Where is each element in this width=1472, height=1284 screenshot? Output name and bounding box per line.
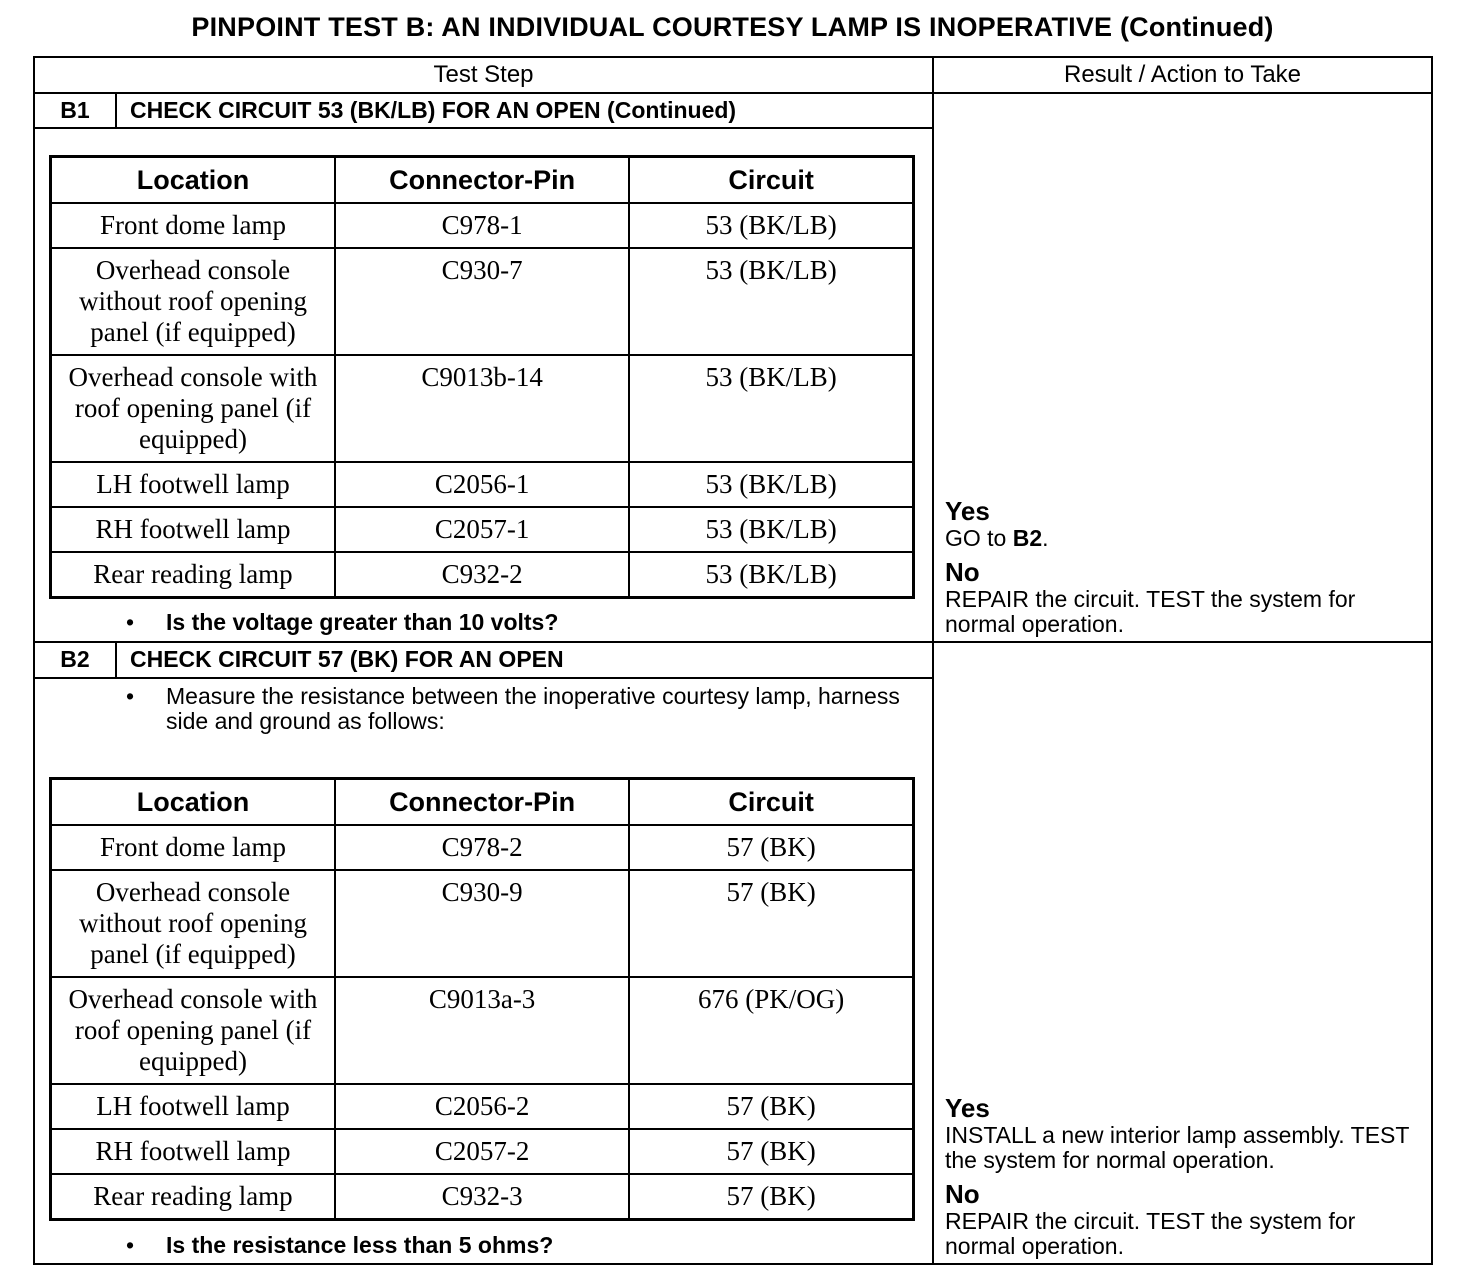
bullet-icon: • xyxy=(126,609,135,635)
circuit-cell: 57 (BK) xyxy=(629,1084,913,1129)
location-cell: LH footwell lamp xyxy=(51,1084,335,1129)
circuit-cell: 57 (BK) xyxy=(629,825,913,870)
circuit-cell: 53 (BK/LB) xyxy=(629,507,913,552)
table-row xyxy=(51,825,914,870)
no-action: REPAIR the circuit. TEST the system for normal operation. xyxy=(945,1208,1356,1259)
column-header-location: Location xyxy=(51,779,335,826)
location-cell: Overhead console with roof opening panel (if equipped) xyxy=(51,977,335,1084)
yes-label: Yes xyxy=(945,1093,990,1123)
yes-action xyxy=(945,526,1425,551)
connector-pin-cell: C932-2 xyxy=(335,552,629,598)
circuit-cell: 57 (BK) xyxy=(629,1174,913,1220)
column-header-connector-pin: Connector-Pin xyxy=(335,157,629,204)
column-header-circuit: Circuit xyxy=(629,157,913,204)
go-to-step-link: B2 xyxy=(1012,525,1043,551)
step-title-b1: CHECK CIRCUIT 53 (BK/LB) FOR AN OPEN (Continued) xyxy=(130,97,737,123)
circuit-cell: 53 (BK/LB) xyxy=(629,355,913,462)
table-row xyxy=(51,462,914,507)
bullet-icon: • xyxy=(126,1232,135,1258)
yes-action-text: GO to xyxy=(945,525,1013,551)
location-cell: Overhead console without roof opening panel (if equipped) xyxy=(51,248,335,355)
result-b2 xyxy=(945,1093,1425,1259)
result-header: Result / Action to Take xyxy=(1063,61,1302,88)
step-title-b2: CHECK CIRCUIT 57 (BK) FOR AN OPEN xyxy=(130,646,564,672)
no-label: No xyxy=(945,557,980,587)
location-cell: RH footwell lamp xyxy=(51,1129,335,1174)
column-header-connector-pin: Connector-Pin xyxy=(335,779,629,826)
location-cell: Front dome lamp xyxy=(51,825,335,870)
table-row xyxy=(51,203,914,248)
table-row xyxy=(51,248,914,355)
circuit-cell: 53 (BK/LB) xyxy=(629,462,913,507)
yes-label: Yes xyxy=(945,496,990,526)
table-row xyxy=(51,507,914,552)
result-b1 xyxy=(945,496,1425,637)
column-header-location: Location xyxy=(51,157,335,204)
b2-id-divider xyxy=(115,641,117,678)
no-label: No xyxy=(945,1179,980,1209)
page-title: PINPOINT TEST B: AN INDIVIDUAL COURTESY LAMP IS INOPERATIVE (Continued) xyxy=(191,12,1274,42)
b2-title-divider xyxy=(33,677,933,679)
location-cell: Overhead console with roof opening panel (if equipped) xyxy=(51,355,335,462)
table-header-row xyxy=(51,157,914,204)
question-b2: Is the resistance less than 5 ohms? xyxy=(166,1232,554,1258)
table-row xyxy=(51,1084,914,1129)
question-b1: Is the voltage greater than 10 volts? xyxy=(166,609,559,635)
no-action: REPAIR the circuit. TEST the system for normal operation. xyxy=(945,586,1356,637)
connector-pin-cell: C930-9 xyxy=(335,870,629,977)
table-row xyxy=(51,870,914,977)
test-step-header: Test Step xyxy=(433,61,534,88)
table-row xyxy=(51,552,914,598)
instruction-b2: Measure the resistance between the inoperative courtesy lamp, harness side and ground as follows: xyxy=(166,683,900,734)
table-row xyxy=(51,1129,914,1174)
circuit-cell: 676 (PK/OG) xyxy=(629,977,913,1084)
location-cell: Rear reading lamp xyxy=(51,552,335,598)
connector-table-b1 xyxy=(49,155,915,599)
bullet-icon: • xyxy=(126,683,135,709)
step-id-b2: B2 xyxy=(60,646,90,672)
connector-pin-cell: C2056-2 xyxy=(335,1084,629,1129)
connector-pin-cell: C978-1 xyxy=(335,203,629,248)
yes-action-period: . xyxy=(1042,525,1049,551)
table-header-row xyxy=(51,779,914,826)
circuit-cell: 53 (BK/LB) xyxy=(629,203,913,248)
location-cell: LH footwell lamp xyxy=(51,462,335,507)
table-row xyxy=(51,1174,914,1220)
connector-pin-cell: C9013b-14 xyxy=(335,355,629,462)
column-divider xyxy=(932,56,934,1265)
connector-pin-cell: C2056-1 xyxy=(335,462,629,507)
connector-pin-cell: C2057-2 xyxy=(335,1129,629,1174)
connector-pin-cell: C930-7 xyxy=(335,248,629,355)
circuit-cell: 57 (BK) xyxy=(629,870,913,977)
connector-table-b2 xyxy=(49,777,915,1221)
location-cell: Rear reading lamp xyxy=(51,1174,335,1220)
b1-id-divider xyxy=(115,92,117,128)
table-row xyxy=(51,355,914,462)
circuit-cell: 57 (BK) xyxy=(629,1129,913,1174)
column-header-circuit: Circuit xyxy=(629,779,913,826)
connector-pin-cell: C9013a-3 xyxy=(335,977,629,1084)
b1-title-divider xyxy=(33,127,933,129)
circuit-cell: 53 (BK/LB) xyxy=(629,248,913,355)
step-id-b1: B1 xyxy=(60,97,90,123)
connector-pin-cell: C978-2 xyxy=(335,825,629,870)
location-cell: RH footwell lamp xyxy=(51,507,335,552)
yes-action: INSTALL a new interior lamp assembly. TEST the system for normal operation. xyxy=(945,1122,1410,1173)
location-cell: Front dome lamp xyxy=(51,203,335,248)
connector-pin-cell: C2057-1 xyxy=(335,507,629,552)
location-cell: Overhead console without roof opening panel (if equipped) xyxy=(51,870,335,977)
table-row xyxy=(51,977,914,1084)
circuit-cell: 53 (BK/LB) xyxy=(629,552,913,598)
connector-pin-cell: C932-3 xyxy=(335,1174,629,1220)
